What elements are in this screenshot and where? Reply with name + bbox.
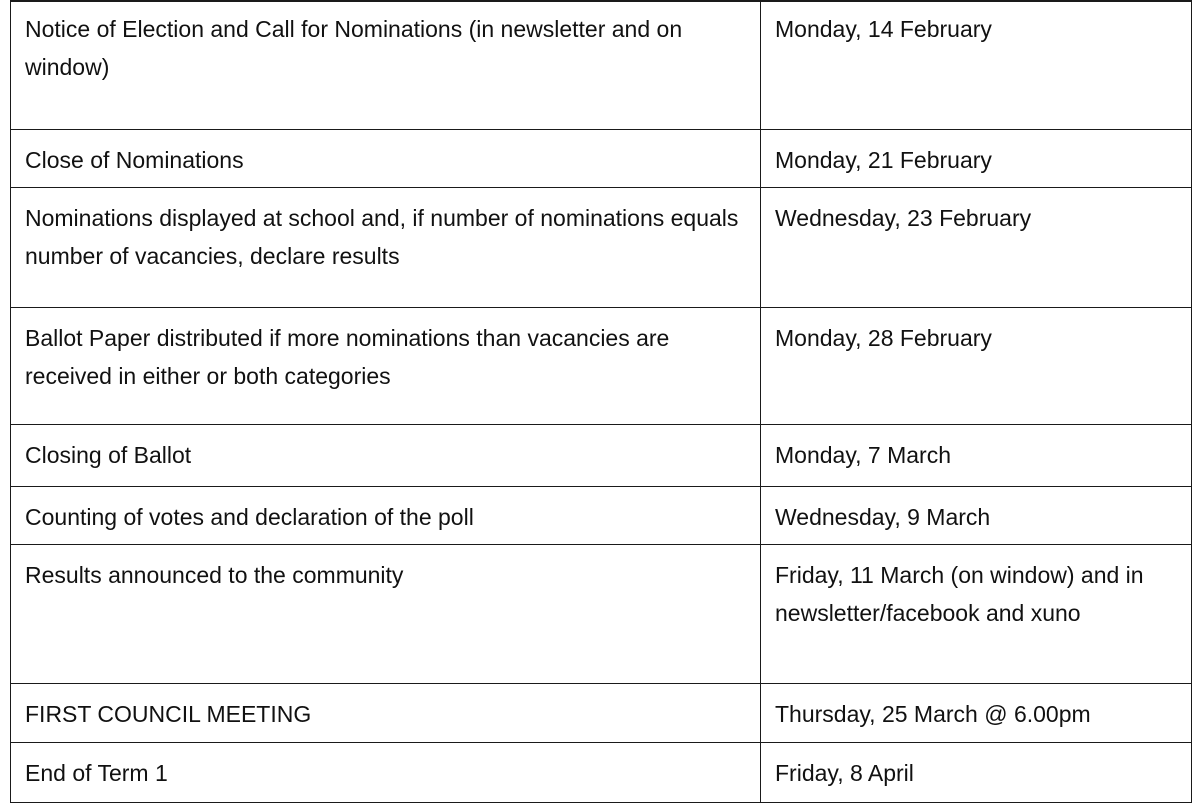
date-cell: Monday, 28 February xyxy=(761,307,1192,424)
date-cell: Friday, 8 April xyxy=(761,742,1192,802)
event-cell: Notice of Election and Call for Nominations (in newsletter and on window) xyxy=(11,1,761,129)
event-cell: FIRST COUNCIL MEETING xyxy=(11,683,761,742)
date-cell: Monday, 14 February xyxy=(761,1,1192,129)
date-cell: Monday, 7 March xyxy=(761,424,1192,486)
event-cell: Counting of votes and declaration of the poll xyxy=(11,486,761,544)
table-row xyxy=(11,544,1192,683)
date-cell: Friday, 11 March (on window) and in newsletter/facebook and xuno xyxy=(761,544,1192,683)
event-cell: Ballot Paper distributed if more nominations than vacancies are received in either or both categories xyxy=(11,307,761,424)
event-cell: Nominations displayed at school and, if number of nominations equals number of vacancies, declare results xyxy=(11,187,761,307)
table-row xyxy=(11,486,1192,544)
table-row xyxy=(11,742,1192,802)
table-row xyxy=(11,187,1192,307)
event-cell: Close of Nominations xyxy=(11,129,761,187)
table-row xyxy=(11,307,1192,424)
election-schedule-table xyxy=(10,0,1192,803)
date-cell: Monday, 21 February xyxy=(761,129,1192,187)
event-cell: Closing of Ballot xyxy=(11,424,761,486)
table-row xyxy=(11,683,1192,742)
date-cell: Wednesday, 23 February xyxy=(761,187,1192,307)
date-cell: Thursday, 25 March @ 6.00pm xyxy=(761,683,1192,742)
date-cell: Wednesday, 9 March xyxy=(761,486,1192,544)
event-cell: Results announced to the community xyxy=(11,544,761,683)
event-cell: End of Term 1 xyxy=(11,742,761,802)
table-row xyxy=(11,129,1192,187)
table-row xyxy=(11,1,1192,129)
table-row xyxy=(11,424,1192,486)
